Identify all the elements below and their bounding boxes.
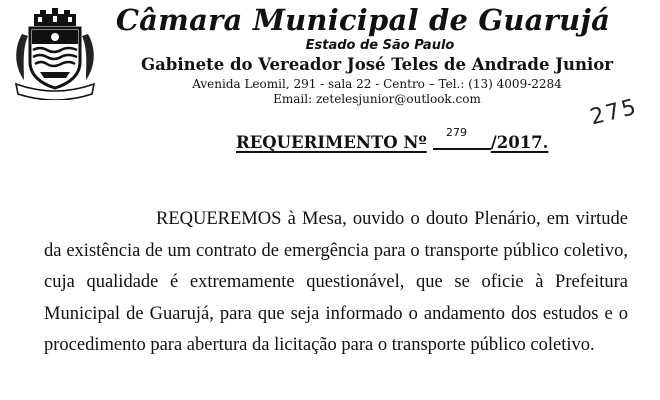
requerimento-year: /2017. xyxy=(490,133,549,152)
office-address: Avenida Leomil, 291 - sala 22 - Centro – Tel.: (13) 4009-2284 xyxy=(192,77,562,91)
office-email: Email: zetelesjunior@outlook.com xyxy=(273,92,481,106)
requerimento-number: 279 xyxy=(446,126,467,139)
request-paragraph: REQUEREMOS à Mesa, ouvido o douto Plenário, em virtude da existência de um contrato de emergência para o transporte público coletivo, cuja qualidade é extremamente questionável, que se oficie à Prefeitura Municipal de Guarujá, para que seja informado o andamento dos estudos e o procedimento para abertura da licitação para o transporte público coletivo. xyxy=(44,209,628,355)
requerimento-heading xyxy=(236,126,549,156)
chamber-title: Câmara Municipal de Guarujá xyxy=(115,3,611,37)
office-name: Gabinete do Vereador José Teles de Andrade Junior xyxy=(141,55,613,74)
request-body xyxy=(44,204,628,362)
requerimento-label: REQUERIMENTO Nº xyxy=(236,133,427,152)
state-subtitle: Estado de São Paulo xyxy=(305,38,455,53)
handwritten-number: 275 xyxy=(587,94,641,131)
letterhead xyxy=(104,2,650,107)
